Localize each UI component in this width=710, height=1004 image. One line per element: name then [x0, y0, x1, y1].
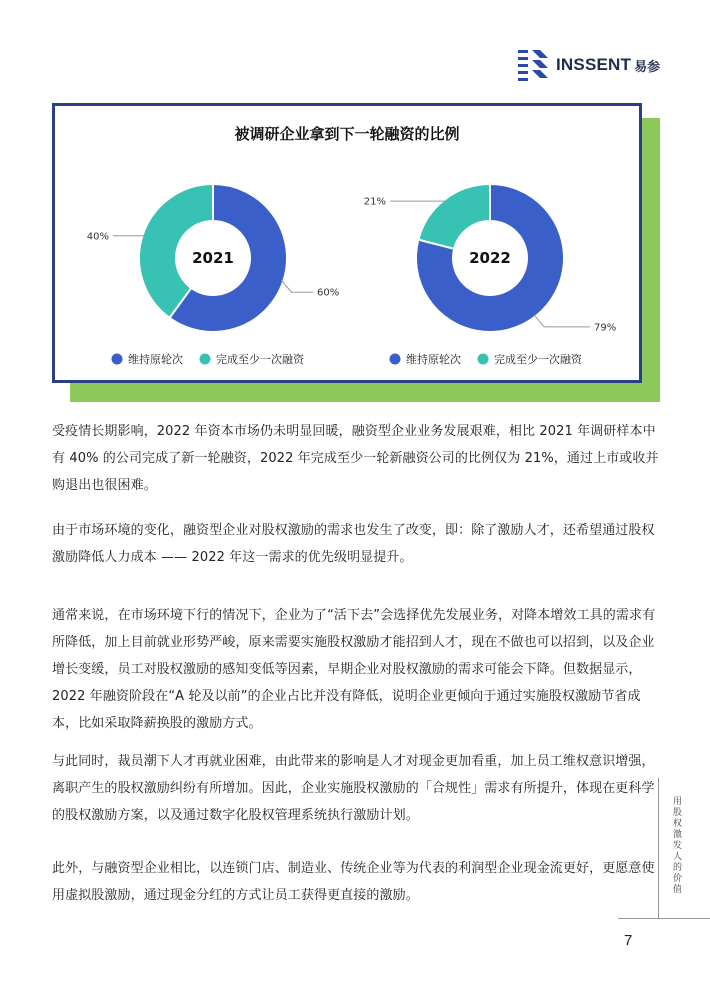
paragraph-1: 受疫情长期影响，2022 年资本市场仍未明显回暖，融资型企业业务发展艰难，相比 2021 年调研样本中有 40% 的公司完成了新一轮融资，2022 年完成至少一轮新融资公司的比例仅为 21%，通过上市或收并购退出也很困难。 [52, 424, 659, 493]
side-divider-vertical [658, 778, 659, 918]
legend-dot-financed [200, 354, 211, 365]
paragraph-5: 此外，与融资型企业相比，以连锁门店、制造业、传统企业等为代表的利润型企业现金流更好，更愿意使用虚拟股激励，通过现金分红的方式让员工获得更直接的激励。 [52, 861, 655, 903]
donut-center-year: 2022 [469, 249, 511, 267]
slice-label-2022-maintain: 79% [594, 322, 617, 334]
logo-cn-text: 易参 [634, 59, 661, 75]
side-divider-horizontal [618, 918, 710, 919]
legend-dot-maintain [112, 354, 123, 365]
donut-charts [55, 106, 639, 380]
paragraph-2: 由于市场环境的变化，融资型企业对股权激励的需求也发生了改变，即：除了激励人才，还希望通过股权激励降低人力成本 —— 2022 年这一需求的优先级明显提升。 [52, 523, 655, 565]
chart-title: 被调研企业拿到下一轮融资的比例 [234, 125, 460, 143]
page-number: 7 [624, 932, 633, 949]
legend-label-maintain: 维持原轮次 [128, 353, 183, 366]
legend-label-financed: 完成至少一次融资 [494, 353, 582, 366]
logo-text: INSSENT [556, 55, 632, 74]
legend-dot-financed [478, 354, 489, 365]
side-slogan: 用股权激发人的价值 [671, 796, 681, 895]
label-leader-line [534, 315, 590, 327]
logo-mark-icon [518, 48, 548, 82]
slice-label-2021-financed: 40% [86, 231, 109, 243]
brand-logo [518, 46, 660, 84]
paragraph-3: 通常来说，在市场环境下行的情况下，企业为了“活下去”会选择优先发展业务，对降本增效工具的需求有所降低，加上目前就业形势严峻，原来需要实施股权激励才能招到人才，现在不做也可以招到，以及企业增长变缓，员工对股权激励的感知变低等因素，早期企业对股权激励的需求可能会下降。但数据显示，2022 年融资阶段在“A 轮及以前”的企业占比并没有降低，说明企业更倾向于通过实施股权激励节省成本，比如采取降薪换股的激励方式。 [52, 608, 656, 731]
label-leader-line [281, 280, 313, 292]
legend-dot-maintain [390, 354, 401, 365]
donut-slice-2022-financed [418, 184, 490, 249]
slice-label-2021-maintain: 60% [317, 287, 340, 299]
legend-label-financed: 完成至少一次融资 [216, 353, 304, 366]
chart-panel [52, 103, 642, 383]
legend-label-maintain: 维持原轮次 [406, 353, 461, 366]
donut-center-year: 2021 [192, 249, 234, 267]
slice-label-2022-financed: 21% [363, 196, 386, 208]
paragraph-4: 与此同时，裁员潮下人才再就业困难，由此带来的影响是人才对现金更加看重，加上员工维权意识增强，离职产生的股权激励纠纷有所增加。因此，企业实施股权激励的「合规性」需求有所提升，体现在更科学的股权激励方案，以及通过数字化股权管理系统执行激励计划。 [52, 754, 655, 823]
